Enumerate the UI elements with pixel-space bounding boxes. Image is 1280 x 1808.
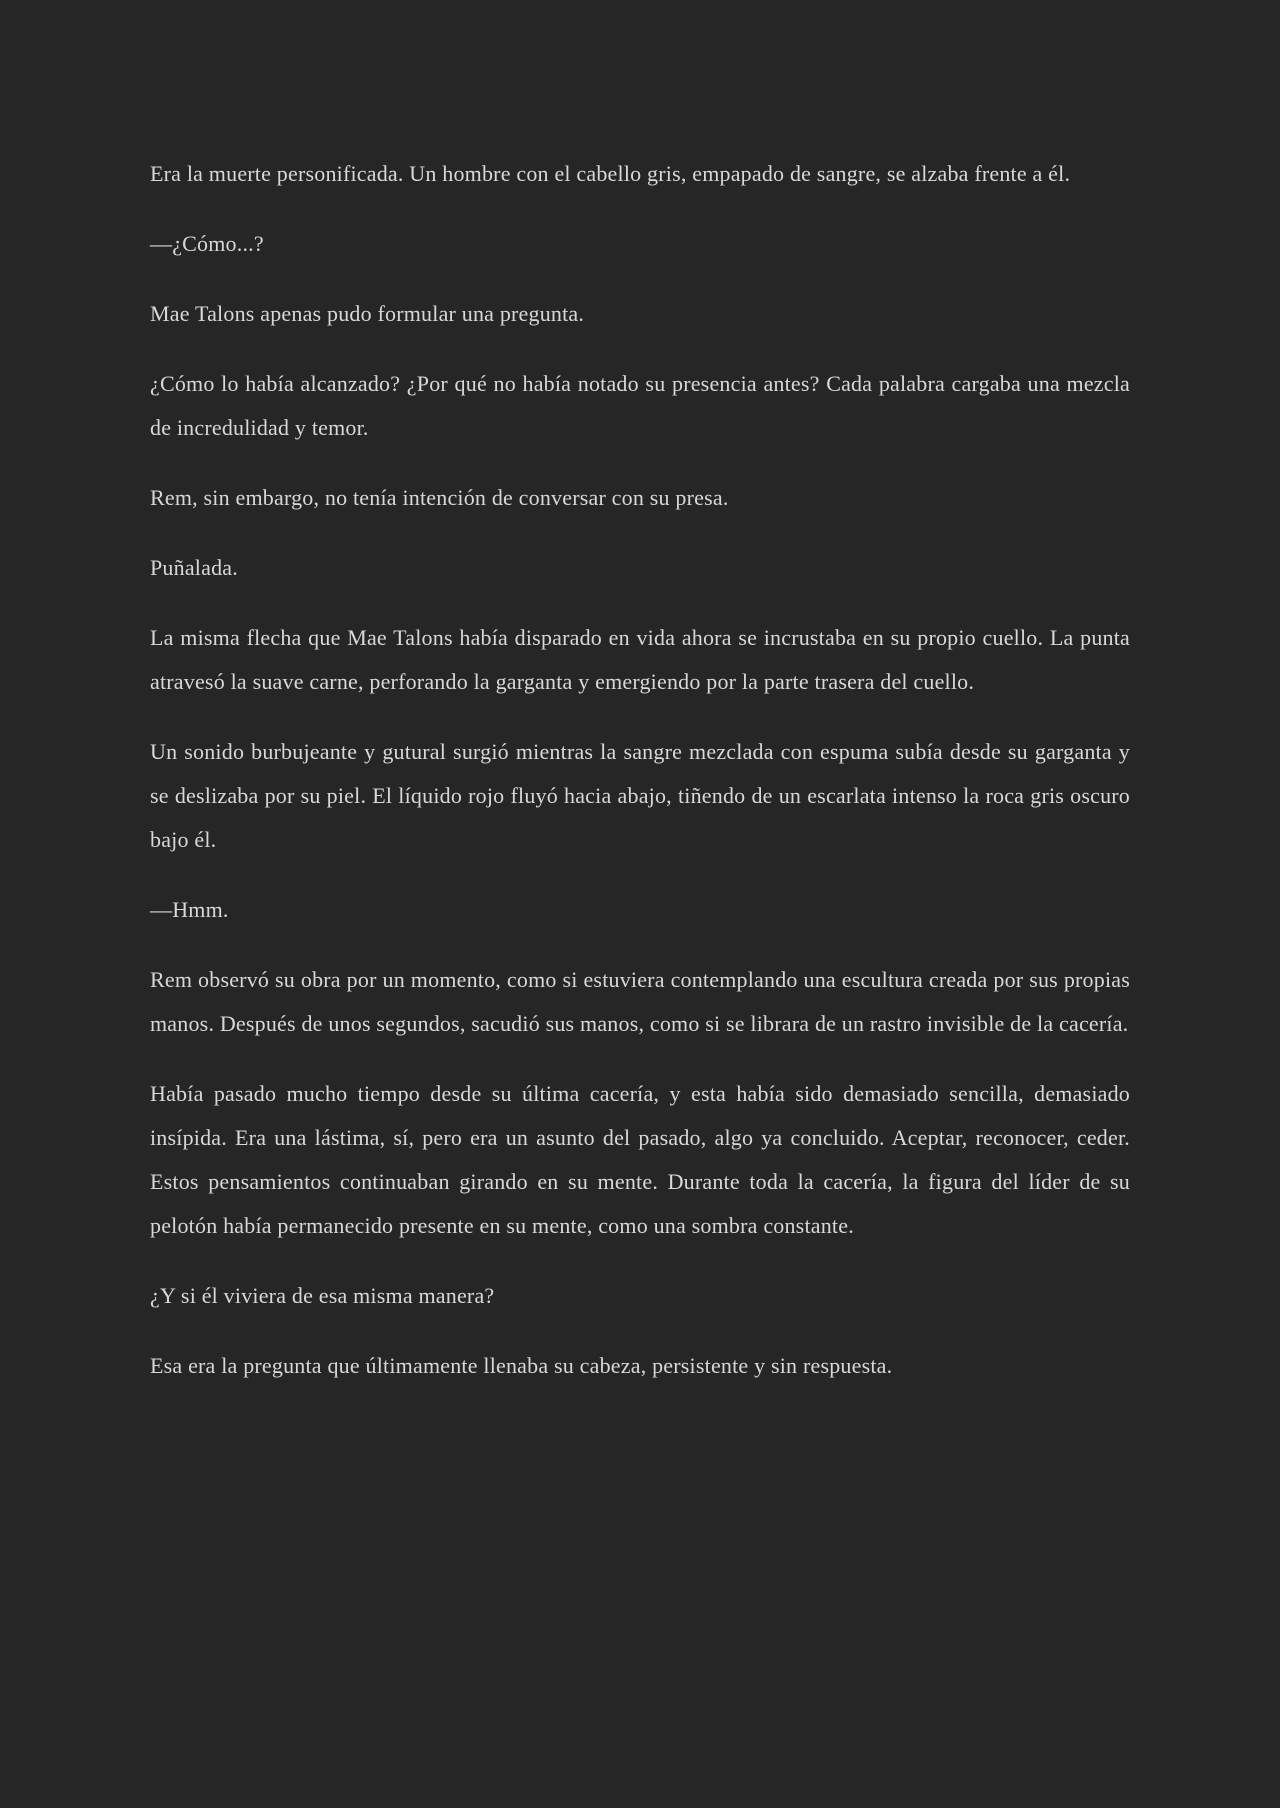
paragraph: Había pasado mucho tiempo desde su última cacería, y esta había sido demasiado sencilla, demasiado insípida. Era una lástima, sí, pero era un asunto del pasado, algo ya concluido. Aceptar, reconocer, ceder. Estos pensamientos continuaban girando en su mente. Durante toda la cacería, la figura del líder de su pelotón había permanecido presente en su mente, como una sombra constante. xyxy=(150,1081,1130,1238)
paragraph: —¿Cómo...? xyxy=(150,231,264,256)
paragraph: ¿Cómo lo había alcanzado? ¿Por qué no había notado su presencia antes? Cada palabra cargaba una mezcla de incredulidad y temor. xyxy=(150,371,1130,440)
document-content xyxy=(150,152,1130,1388)
paragraph: Puñalada. xyxy=(150,555,238,580)
paragraph: —Hmm. xyxy=(150,897,229,922)
paragraph: Rem observó su obra por un momento, como si estuviera contemplando una escultura creada por sus propias manos. Después de unos segundos, sacudió sus manos, como si se librara de un rastro invisible de la cacería. xyxy=(150,967,1130,1036)
paragraph: Un sonido burbujeante y gutural surgió mientras la sangre mezclada con espuma subía desde su garganta y se deslizaba por su piel. El líquido rojo fluyó hacia abajo, tiñendo de un escarlata intenso la roca gris oscuro bajo él. xyxy=(150,739,1130,852)
paragraph: Era la muerte personificada. Un hombre con el cabello gris, empapado de sangre, se alzaba frente a él. xyxy=(150,161,1071,186)
paragraph: Rem, sin embargo, no tenía intención de conversar con su presa. xyxy=(150,485,729,510)
paragraph: Mae Talons apenas pudo formular una pregunta. xyxy=(150,301,585,326)
paragraph: ¿Y si él viviera de esa misma manera? xyxy=(150,1283,495,1308)
paragraph: La misma flecha que Mae Talons había disparado en vida ahora se incrustaba en su propio cuello. La punta atravesó la suave carne, perforando la garganta y emergiendo por la parte trasera del cuello. xyxy=(150,625,1130,694)
paragraph: Esa era la pregunta que últimamente llenaba su cabeza, persistente y sin respuesta. xyxy=(150,1353,893,1378)
